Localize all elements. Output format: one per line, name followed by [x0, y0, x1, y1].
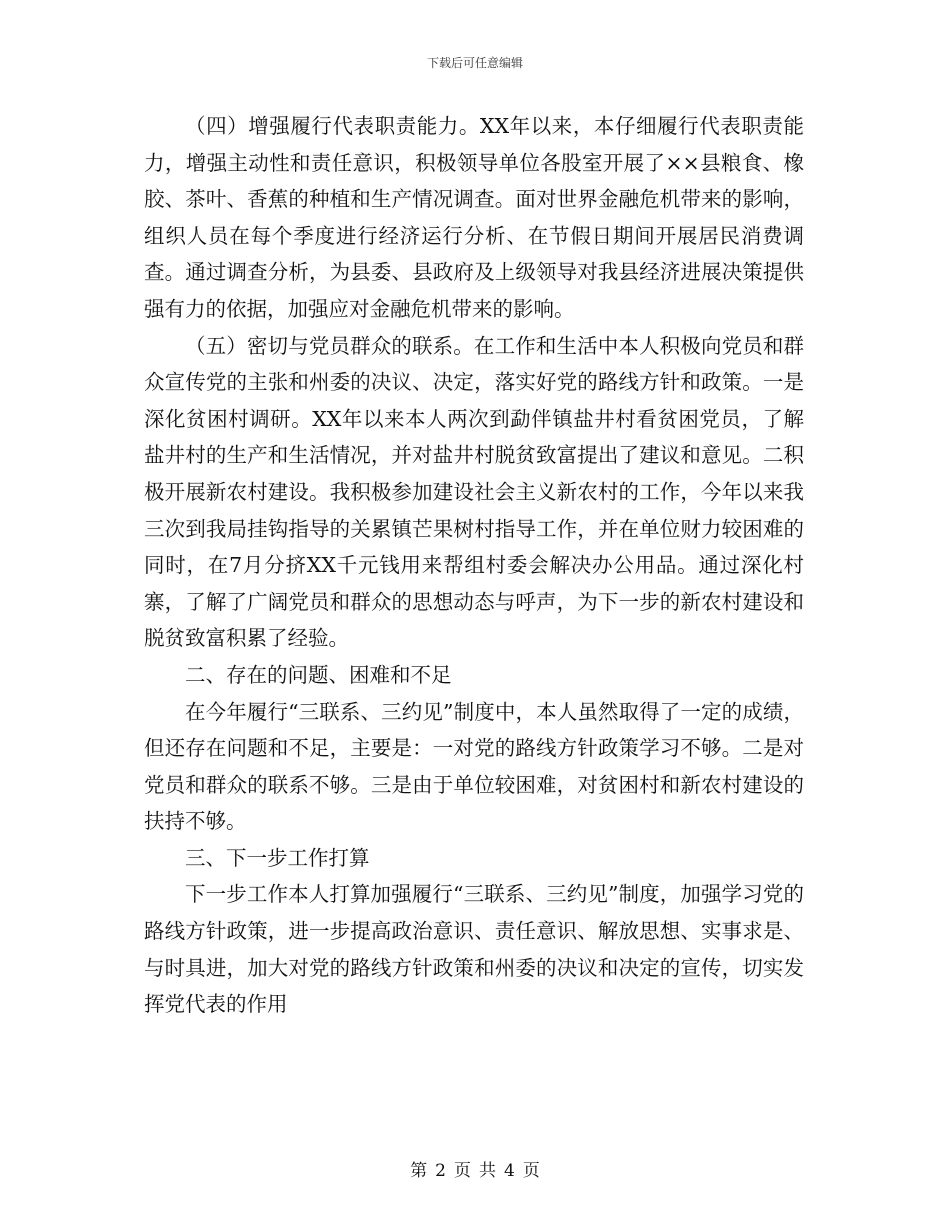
page-header: 下载后可任意编辑: [426, 56, 523, 70]
footer-label-page: 第: [410, 1161, 428, 1181]
paragraph-next-steps: 下一步工作本人打算加强履行“三联系、三约见”制度，加强学习党的路线方针政策，进一步提高政治意识、责任意识、解放思想、实事求是、与时具进，加大对党的路线方针政策和州委的决议和决定的宣传，切实发挥党代表的作用: [144, 882, 804, 1017]
footer-total-pages: 4: [504, 1161, 515, 1181]
section-heading-problems: 二、存在的问题、困难和不足: [185, 662, 452, 687]
paragraph-problems: 在今年履行“三联系、三约见”制度中，本人虽然取得了一定的成绩，但还存在问题和不足，主要是：一对党的路线方针政策学习不够。二是对党员和群众的联系不够。三是由于单位较困难，对贫困村和新农村建设的扶持不够。: [144, 699, 804, 834]
paragraph-duty-capability: （四）增强履行代表职责能力。XX年以来，本仔细履行代表职责能力，增强主动性和责任意识，积极领导单位各股室开展了××县粮食、橡胶、茶叶、香蕉的种植和生产情况调查。面对世界金融危机带来的影响，组织人员在每个季度进行经济运行分析、在节假日期间开展居民消费调查。通过调查分析，为县委、县政府及上级领导对我县经济进展决策提供强有力的依据，加强应对金融危机带来的影响。: [144, 114, 804, 321]
footer-label-unit-2: 页: [522, 1161, 540, 1181]
document-body: [144, 108, 804, 1023]
paragraph-contact-members: （五）密切与党员群众的联系。在工作和生活中本人积极向党员和群众宣传党的主张和州委的决议、决定，落实好党的路线方针和政策。一是深化贫困村调研。XX年以来本人两次到勐伴镇盐井村看贫困党员，了解盐井村的生产和生活情况，并对盐井村脱贫致富提出了建议和意见。二积极开展新农村建设。我积极参加建设社会主义新农村的工作，今年以来我三次到我局挂钩指导的关累镇芒果树村指导工作，并在单位财力较困难的同时，在7月分挤XX千元钱用来帮组村委会解决办公用品。通过深化村寨，了解了广阔党员和群众的思想动态与呼声，为下一步的新农村建设和脱贫致富积累了经验。: [144, 333, 804, 651]
footer-current-page: 2: [435, 1161, 446, 1181]
section-heading-next-steps: 三、下一步工作打算: [185, 845, 370, 870]
footer-label-unit: 页: [454, 1161, 471, 1181]
footer-label-total: 共: [479, 1161, 496, 1181]
page-footer: [0, 1156, 950, 1181]
